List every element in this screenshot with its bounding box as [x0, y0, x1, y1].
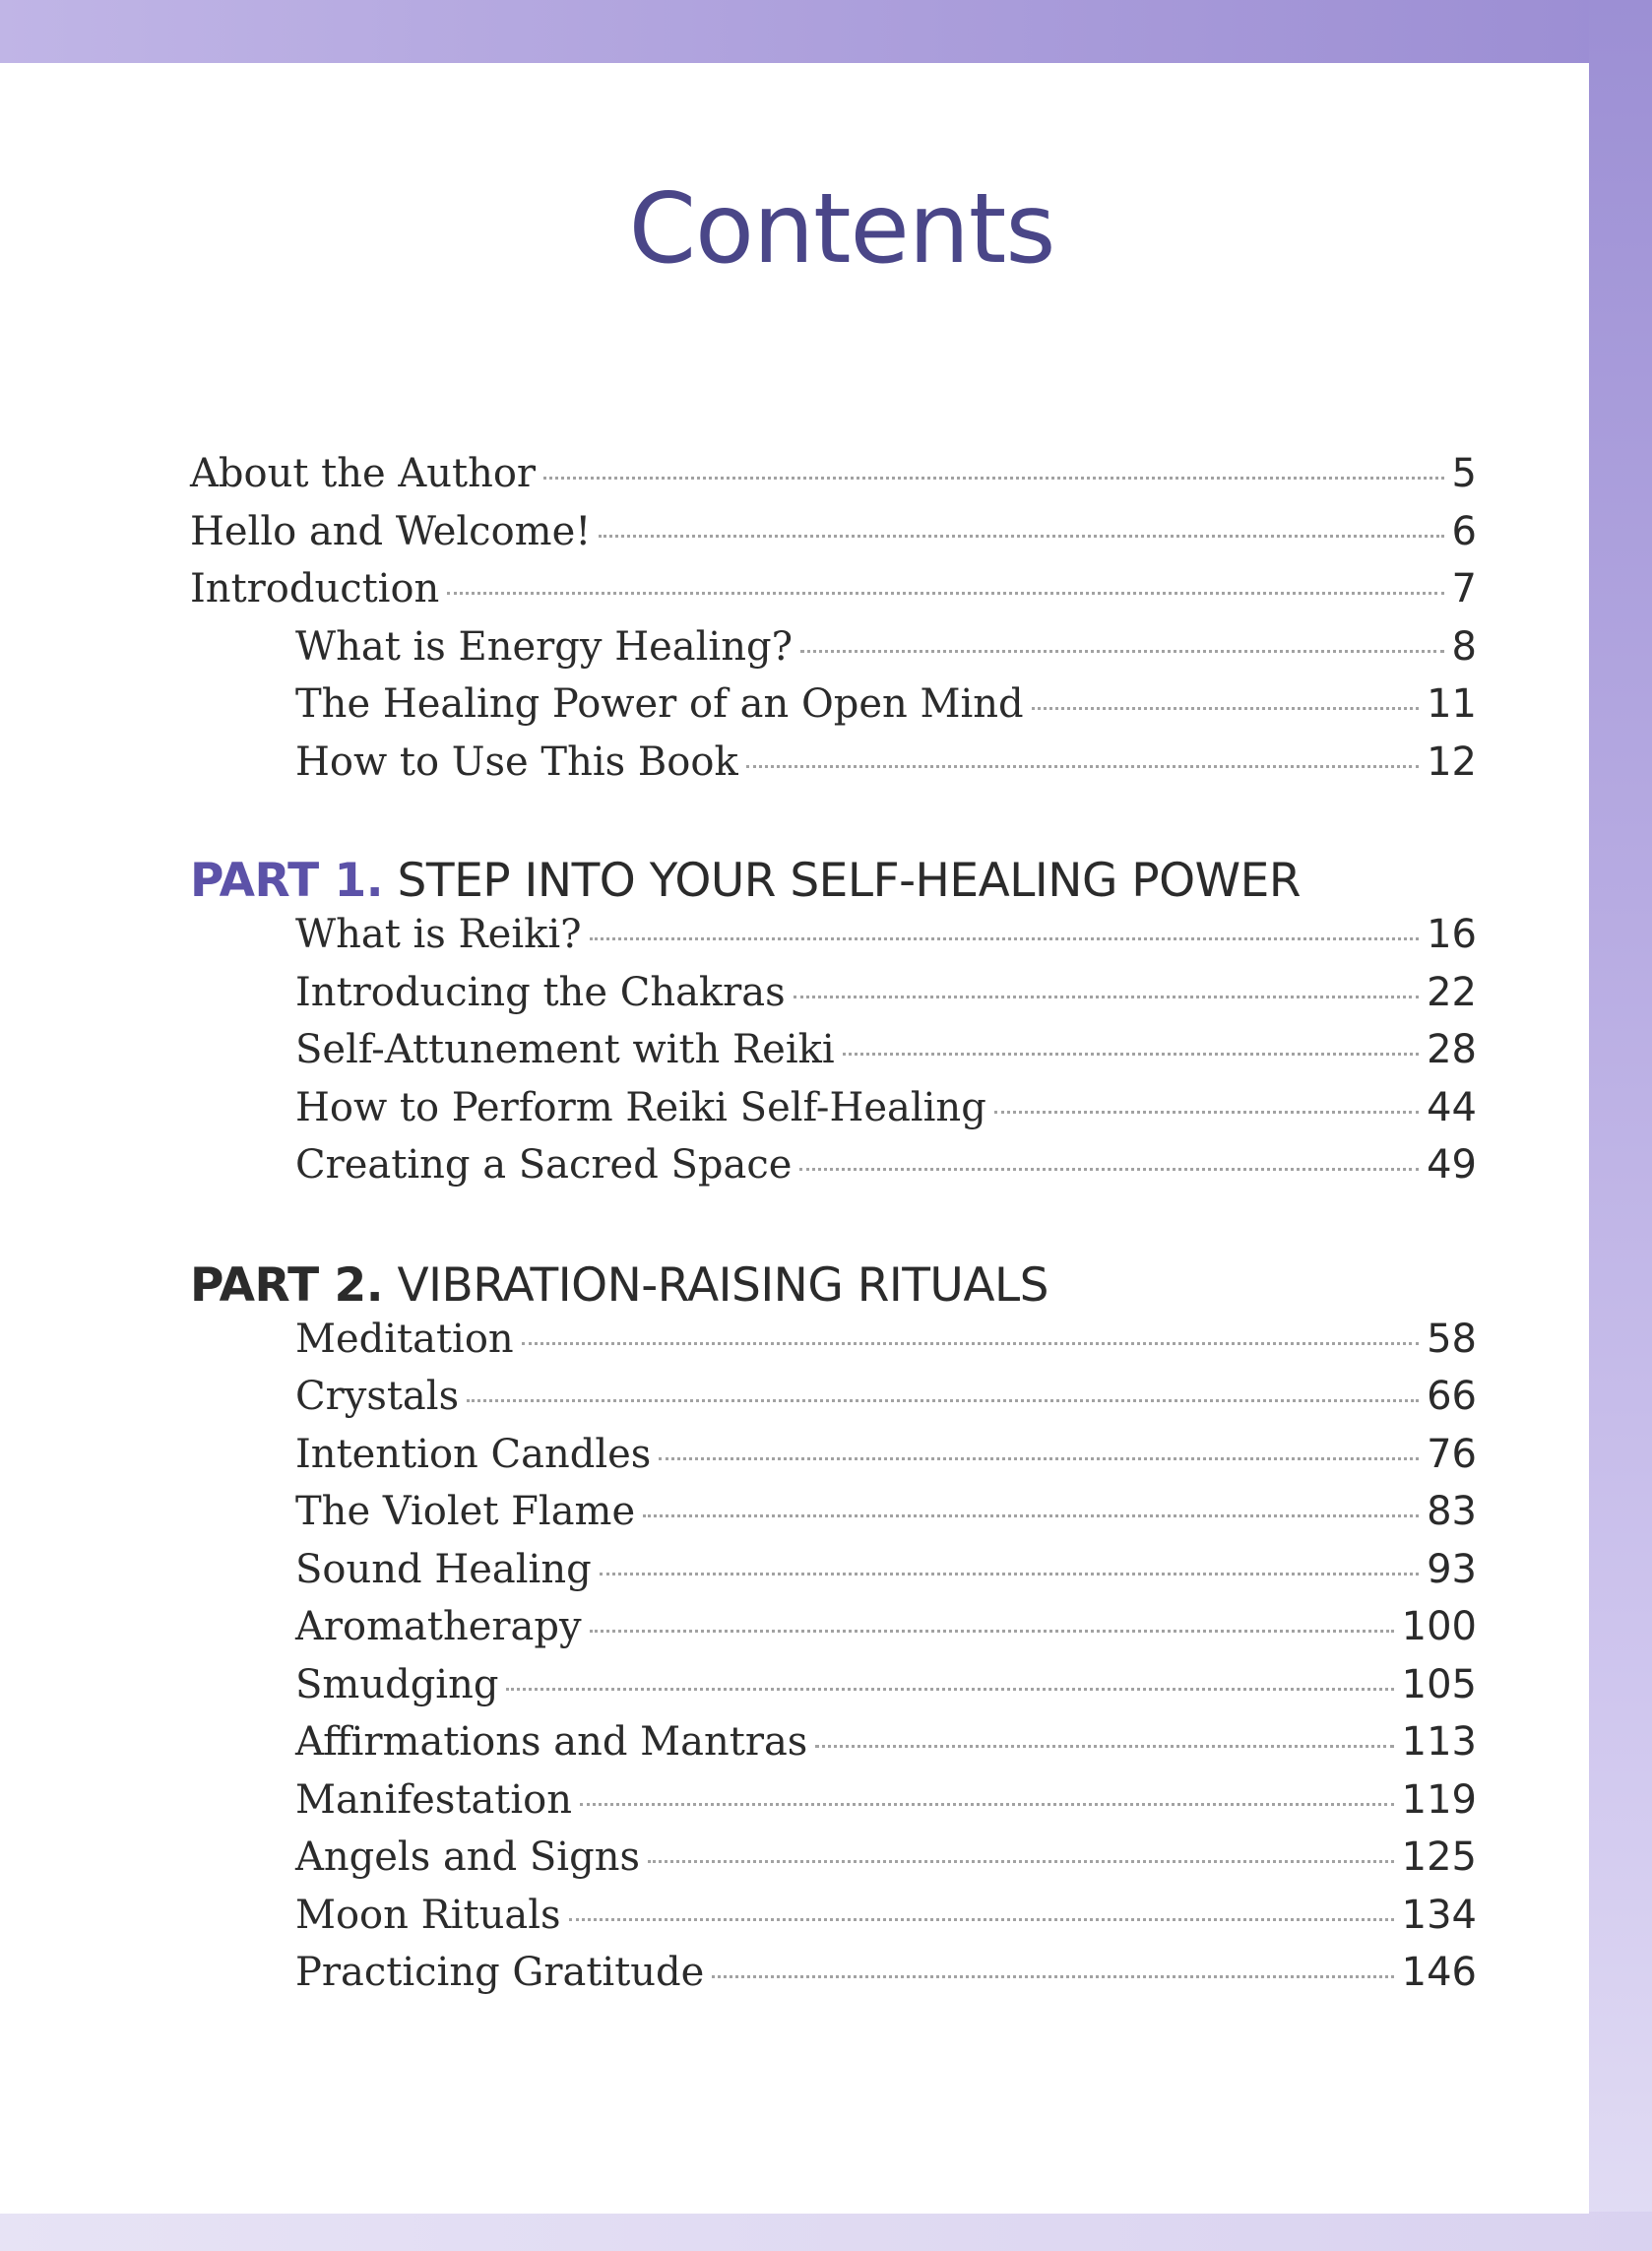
- part-2-heading[interactable]: [190, 1258, 1477, 1317]
- toc-entry-page: 105: [1401, 1661, 1477, 1707]
- toc-entry-label: Introduction: [190, 566, 440, 611]
- toc-entry-page: 83: [1427, 1489, 1477, 1534]
- toc-subentry[interactable]: [190, 624, 1477, 682]
- toc-entry-label: Angels and Signs: [295, 1834, 640, 1880]
- dot-leader: [746, 765, 1419, 768]
- toc-subentry[interactable]: [190, 681, 1477, 740]
- toc-entry[interactable]: [190, 451, 1477, 509]
- toc-entry-label: Sound Healing: [295, 1546, 592, 1592]
- toc-subentry[interactable]: [190, 740, 1477, 798]
- toc-entry-page: 134: [1401, 1892, 1477, 1938]
- toc-entry-label: Crystals: [295, 1374, 460, 1419]
- toc-entry-label: How to Use This Book: [295, 739, 738, 785]
- toc-subentry[interactable]: [190, 1432, 1477, 1490]
- toc-subentry[interactable]: [190, 1834, 1477, 1893]
- toc-entry-label: The Healing Power of an Open Mind: [295, 681, 1024, 727]
- toc-entry-page: 7: [1451, 566, 1477, 611]
- toc-entry-label: What is Reiki?: [295, 912, 582, 957]
- toc-entry-label: Smudging: [295, 1661, 499, 1707]
- toc-entry-label: Intention Candles: [295, 1431, 652, 1477]
- toc-subentry[interactable]: [190, 1547, 1477, 1605]
- dot-leader: [712, 1975, 1393, 1978]
- toc-entry-page: 146: [1401, 1950, 1477, 1995]
- toc-entry-page: 16: [1427, 912, 1477, 957]
- top-border: [0, 0, 1652, 69]
- part-title: STEP INTO YOUR SELF-HEALING POWER: [397, 854, 1301, 908]
- dot-leader: [543, 477, 1444, 480]
- toc-entry-page: 5: [1451, 451, 1477, 496]
- table-of-contents: [190, 451, 1477, 2008]
- toc-entry-page: 28: [1427, 1027, 1477, 1072]
- toc-entry-page: 93: [1427, 1546, 1477, 1592]
- dot-leader: [643, 1514, 1419, 1517]
- dot-leader: [569, 1918, 1394, 1921]
- toc-entry-page: 125: [1401, 1834, 1477, 1880]
- toc-subentry[interactable]: [190, 1374, 1477, 1432]
- toc-entry-label: How to Perform Reiki Self-Healing: [295, 1084, 986, 1130]
- dot-leader: [815, 1745, 1393, 1748]
- toc-entry-label: Aromatherapy: [295, 1604, 582, 1649]
- toc-entry-label: Meditation: [295, 1316, 514, 1362]
- toc-subentry[interactable]: [190, 1317, 1477, 1375]
- toc-subentry[interactable]: [190, 1085, 1477, 1143]
- toc-entry-page: 22: [1427, 969, 1477, 1015]
- toc-entry-label: Self-Attunement with Reiki: [295, 1027, 835, 1072]
- toc-subentry[interactable]: [190, 970, 1477, 1028]
- toc-entry-label: Creating a Sacred Space: [295, 1142, 793, 1188]
- bottom-border: [0, 2212, 1652, 2251]
- toc-subentry[interactable]: [190, 1719, 1477, 1777]
- toc-entry-page: 100: [1401, 1604, 1477, 1649]
- dot-leader: [994, 1111, 1419, 1114]
- dot-leader: [506, 1688, 1393, 1691]
- toc-entry-page: 11: [1427, 681, 1477, 727]
- dot-leader: [580, 1803, 1394, 1806]
- toc-entry-label: The Violet Flame: [295, 1489, 636, 1534]
- toc-subentry[interactable]: [190, 1950, 1477, 2008]
- toc-subentry[interactable]: [190, 912, 1477, 970]
- toc-subentry[interactable]: [190, 1489, 1477, 1547]
- toc-entry-page: 119: [1401, 1776, 1477, 1823]
- dot-leader: [794, 996, 1419, 998]
- toc-entry-page: 58: [1427, 1316, 1477, 1362]
- part-1-heading[interactable]: [190, 854, 1477, 912]
- toc-entry-page: 76: [1427, 1431, 1477, 1477]
- toc-entry-label: Introducing the Chakras: [295, 969, 786, 1015]
- dot-leader: [600, 1573, 1419, 1576]
- dot-leader: [599, 535, 1443, 538]
- dot-leader: [590, 937, 1419, 940]
- toc-entry-page: 6: [1451, 508, 1477, 554]
- toc-subentry[interactable]: [190, 1893, 1477, 1951]
- toc-entry-page: 66: [1427, 1374, 1477, 1419]
- part-number: PART 2.: [190, 1257, 384, 1313]
- toc-subentry[interactable]: [190, 1662, 1477, 1720]
- toc-entry-label: Practicing Gratitude: [295, 1950, 705, 1995]
- dot-leader: [447, 592, 1443, 595]
- toc-entry-page: 44: [1427, 1084, 1477, 1130]
- dot-leader: [522, 1342, 1419, 1345]
- toc-entry-label: What is Energy Healing?: [295, 623, 794, 670]
- dot-leader: [590, 1630, 1394, 1633]
- dot-leader: [467, 1399, 1419, 1402]
- toc-entry-label: Moon Rituals: [295, 1892, 561, 1938]
- dot-leader: [1032, 707, 1419, 710]
- toc-subentry[interactable]: [190, 1027, 1477, 1085]
- toc-entry-label: Manifestation: [295, 1776, 572, 1823]
- dot-leader: [659, 1457, 1419, 1460]
- toc-entry-label: Affirmations and Mantras: [295, 1719, 808, 1765]
- dot-leader: [648, 1860, 1394, 1863]
- right-border: [1589, 0, 1652, 2251]
- toc-subentry[interactable]: [190, 1142, 1477, 1200]
- dot-leader: [799, 1168, 1419, 1171]
- toc-entry-page: 12: [1427, 739, 1477, 785]
- toc-subentry[interactable]: [190, 1777, 1477, 1835]
- toc-subentry[interactable]: [190, 1604, 1477, 1662]
- part-number: PART 1.: [190, 854, 384, 908]
- toc-entry-page: 49: [1427, 1142, 1477, 1188]
- toc-entry-page: 113: [1401, 1719, 1477, 1765]
- toc-entry-page: 8: [1451, 623, 1477, 670]
- toc-entry-label: About the Author: [190, 451, 537, 496]
- dot-leader: [843, 1053, 1419, 1056]
- toc-entry[interactable]: [190, 566, 1477, 624]
- toc-entry[interactable]: [190, 509, 1477, 567]
- page-title: Contents: [628, 173, 1055, 286]
- part-title: VIBRATION-RAISING RITUALS: [397, 1257, 1049, 1313]
- dot-leader: [800, 650, 1444, 653]
- toc-entry-label: Hello and Welcome!: [190, 508, 592, 554]
